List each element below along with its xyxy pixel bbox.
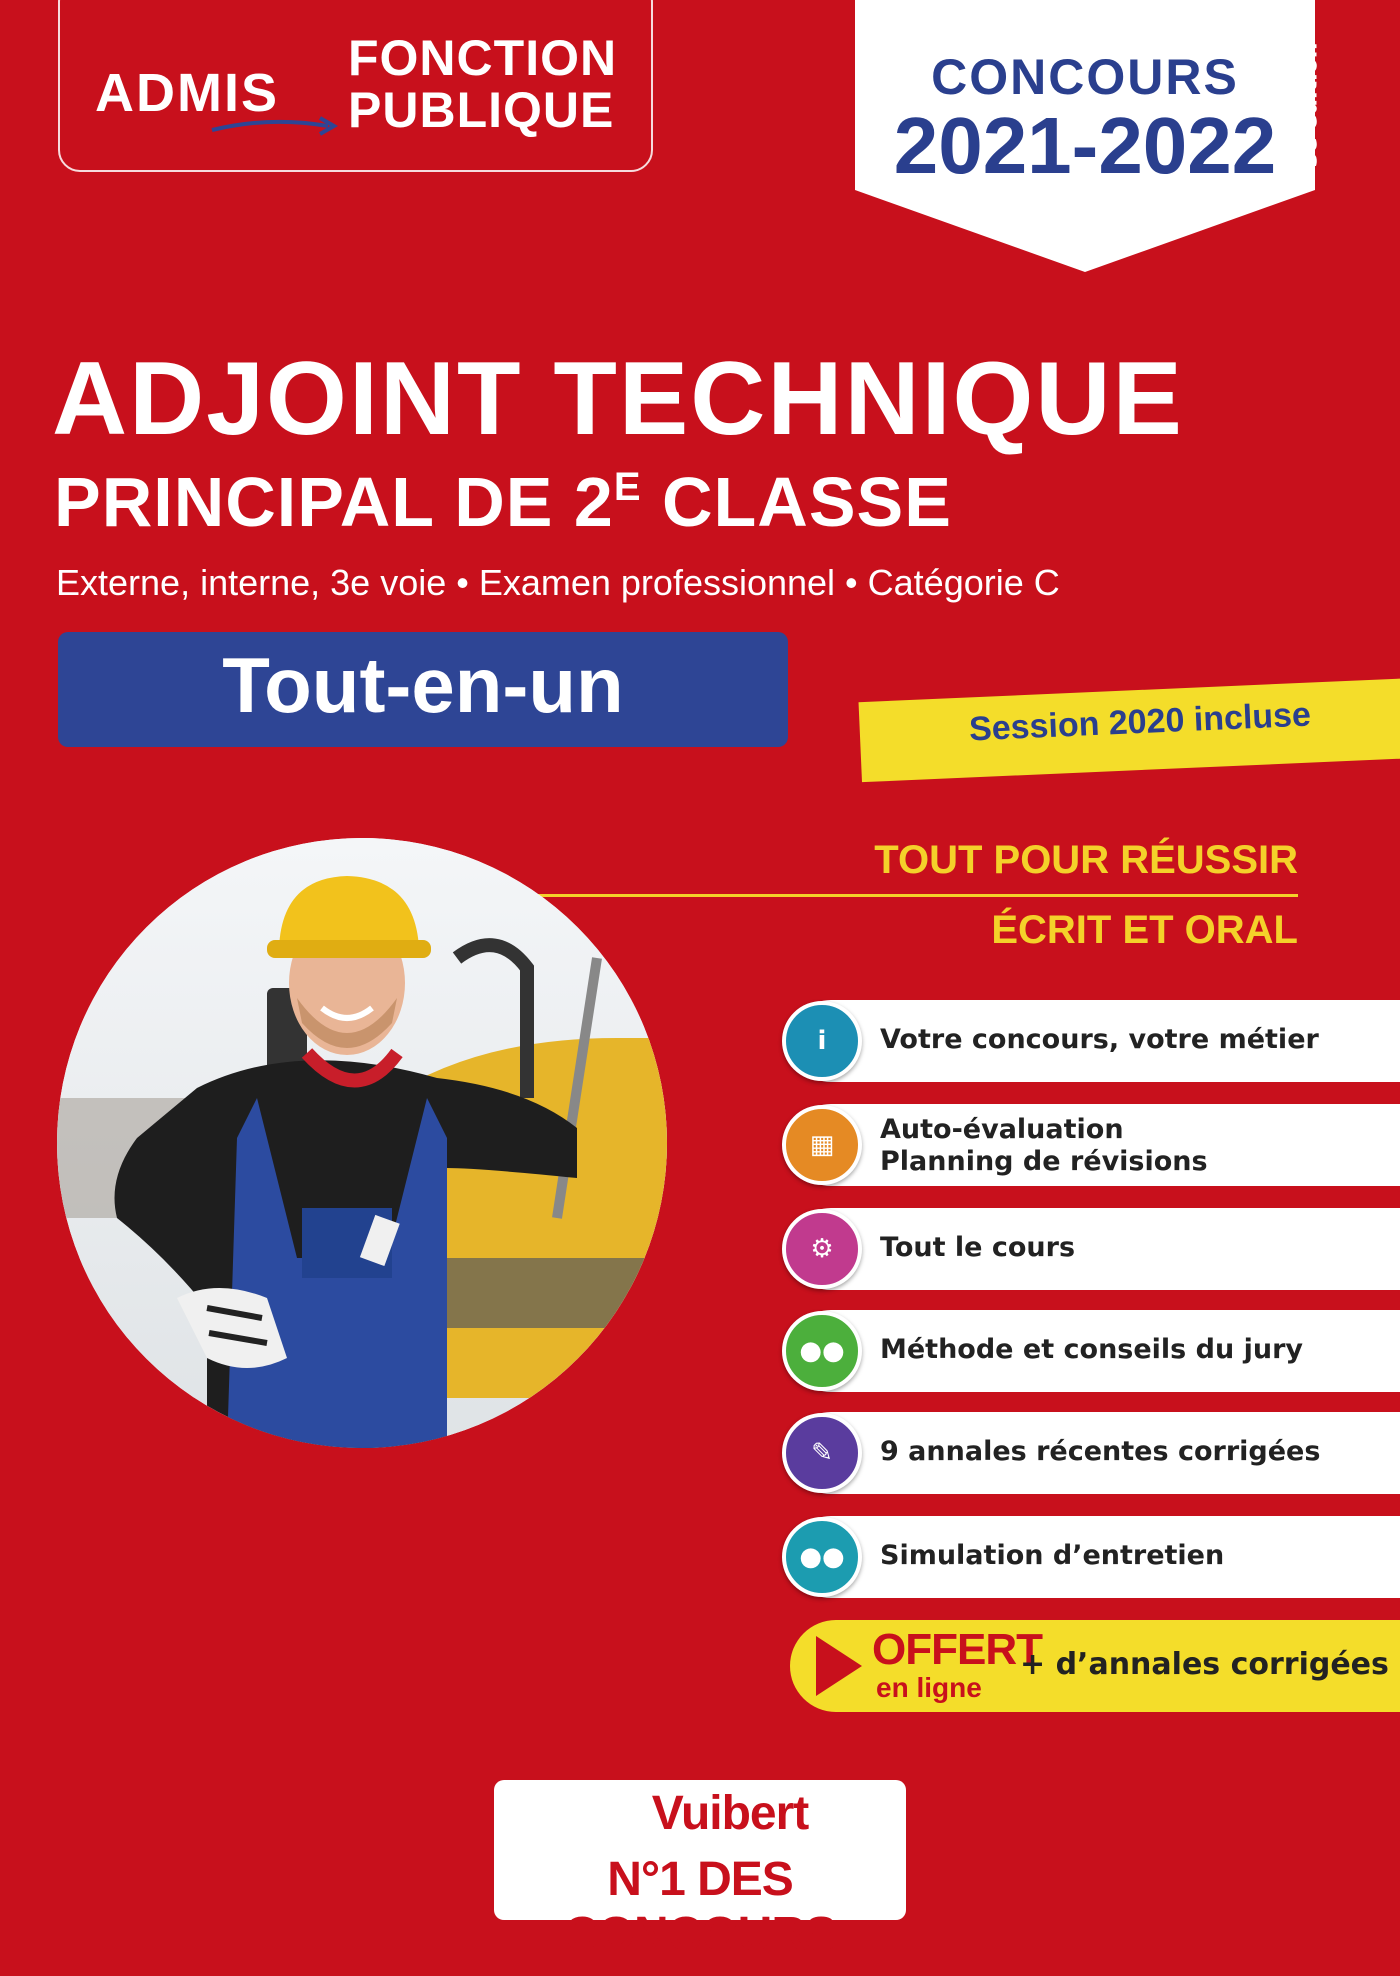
- two-people-icon: ●●: [782, 1517, 862, 1597]
- publisher-tagline: N°1 DES CONCOURS: [563, 1853, 836, 1961]
- brand-line2: PUBLIQUE: [348, 82, 615, 138]
- offer-sub: en ligne: [876, 1672, 982, 1703]
- subtitle-suffix: CLASSE: [641, 463, 952, 541]
- edition-number: 3e édition: [1297, 42, 1323, 168]
- feature-label: [880, 1540, 1224, 1572]
- book-subtitle: [54, 462, 952, 542]
- feature-label-line1: Méthode et conseils du jury: [880, 1334, 1303, 1365]
- offer-main: OFFERT: [872, 1625, 1042, 1674]
- brand-fonction-publique: [348, 32, 617, 136]
- exam-info: Externe, interne, 3e voie • Examen professionnel • Catégorie C: [56, 562, 1060, 603]
- feature-label: [880, 1334, 1303, 1366]
- feature-label: [880, 1232, 1075, 1264]
- subtitle-prefix: PRINCIPAL DE 2: [54, 463, 614, 541]
- brain-head-icon: ⚙: [782, 1209, 862, 1289]
- info-person-icon: i: [782, 1001, 862, 1081]
- promo-line1: TOUT POUR RÉUSSIR: [874, 838, 1298, 882]
- feature-label-line1: Auto-évaluation: [880, 1114, 1124, 1145]
- book-title: ADJOINT TECHNIQUE: [52, 341, 1184, 457]
- publisher-name: Vuibert: [651, 1787, 809, 1840]
- feature-label-line2: Planning de révisions: [880, 1146, 1208, 1177]
- group-icon: ●●: [782, 1311, 862, 1391]
- feature-label-line1: Tout le cours: [880, 1232, 1076, 1263]
- feature-label: [880, 1024, 1319, 1056]
- feature-label: [880, 1114, 1208, 1178]
- feature-label-line1: Simulation d’entretien: [880, 1540, 1225, 1571]
- promo-line2: ÉCRIT ET ORAL: [991, 908, 1298, 952]
- brand-admis: ADMIS: [95, 63, 279, 123]
- calendar-icon: ▦: [782, 1105, 862, 1185]
- offer-extra: + d’annales corrigées: [1020, 1647, 1389, 1682]
- pen-check-icon: ✎: [782, 1413, 862, 1493]
- feature-label-line1: Votre concours, votre métier: [880, 1024, 1319, 1055]
- promo-divider: [538, 894, 1298, 897]
- session-label: Session 2020 incluse: [968, 695, 1312, 749]
- feature-label-line1: 9 annales récentes corrigées: [880, 1436, 1321, 1467]
- brand-arrow-icon: [210, 112, 340, 142]
- edition-years: 2021-2022: [893, 101, 1277, 190]
- format-label: Tout-en-un: [222, 641, 624, 729]
- feature-label: [880, 1436, 1320, 1468]
- worker-photo: [57, 838, 667, 1448]
- play-icon: [798, 1628, 874, 1704]
- brand-line1: FONCTION: [348, 30, 618, 86]
- subtitle-sup: E: [613, 465, 642, 509]
- edition-concours: CONCOURS: [931, 49, 1239, 105]
